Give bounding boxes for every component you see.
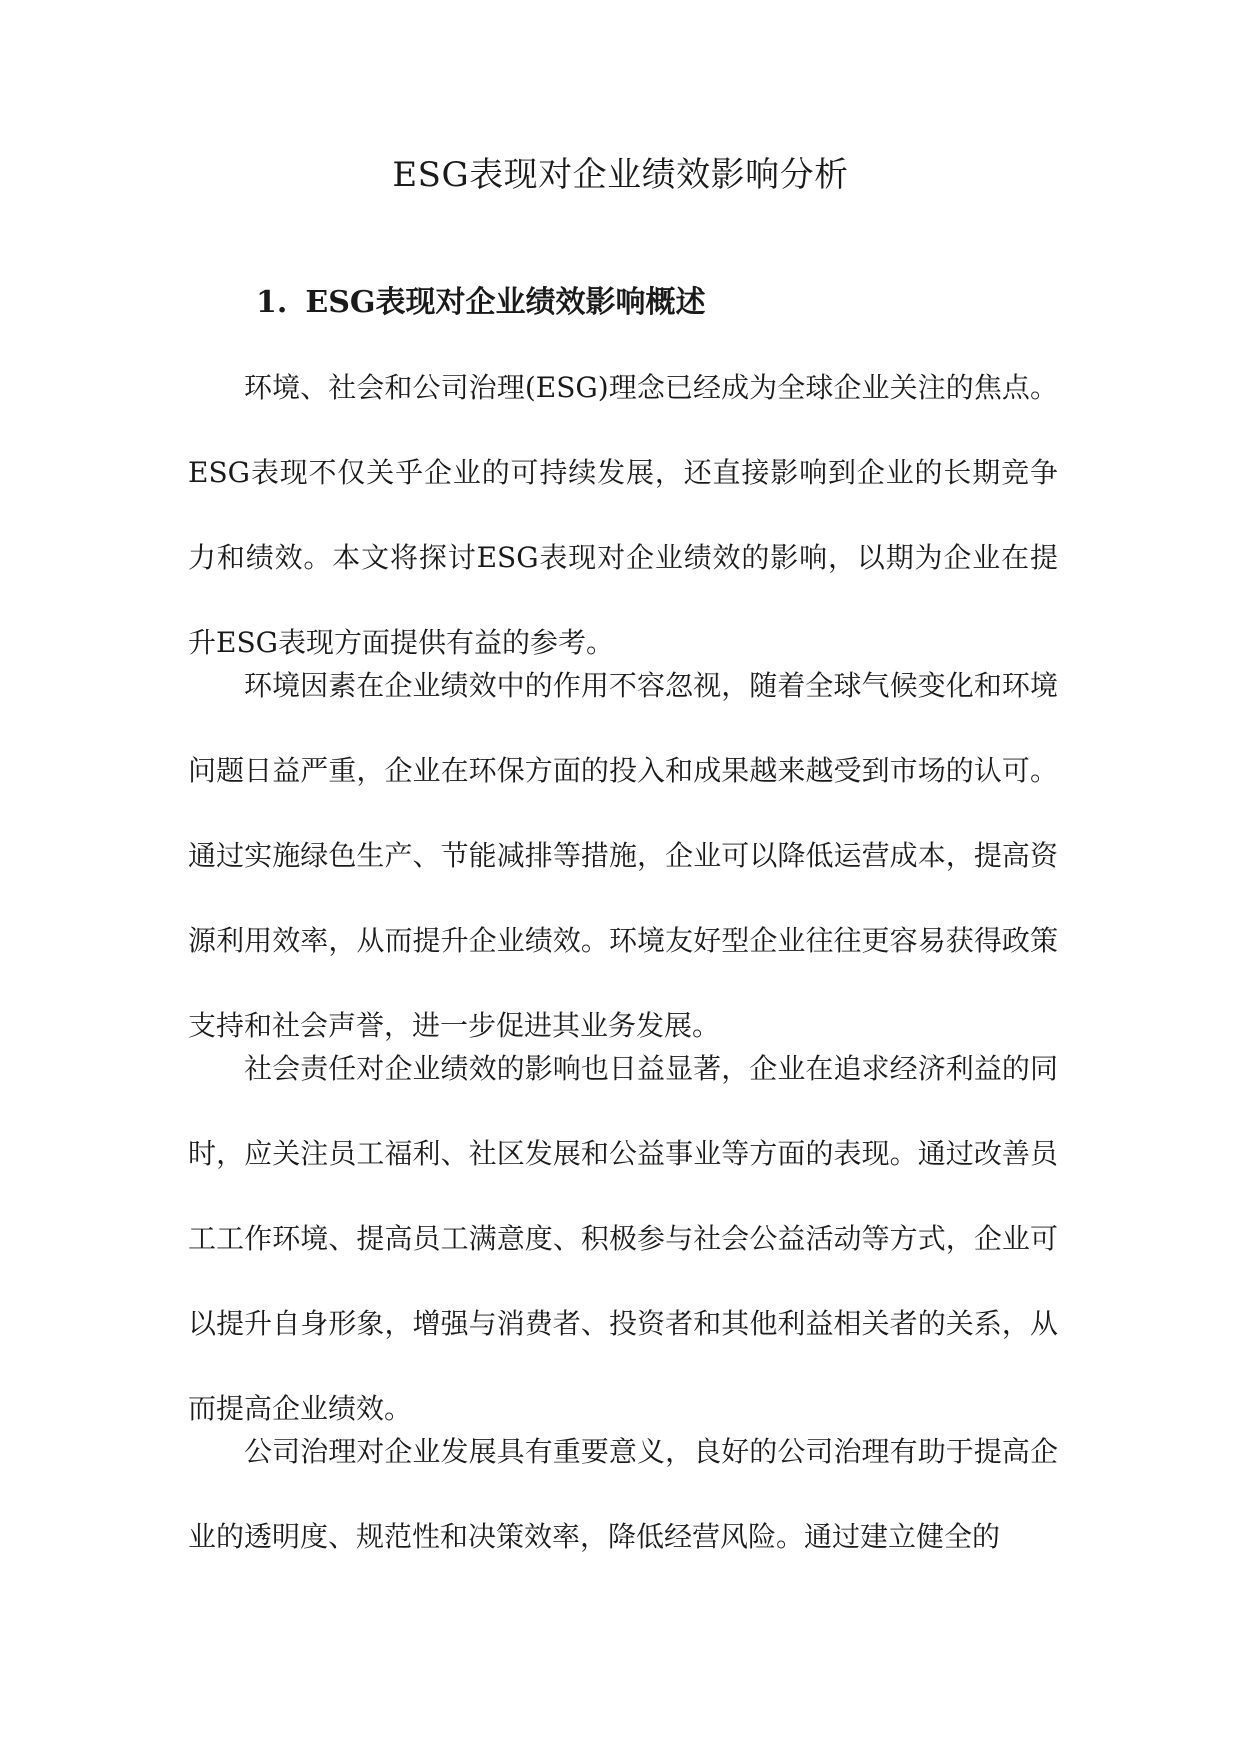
section-heading <box>256 280 705 326</box>
paragraph-environment: 环境因素在企业绩效中的作用不容忽视，随着全球气候变化和环境问题日益严重，企业在环保方面的投入和成果越来越受到市场的认可。通过实施绿色生产、节能减排等措施，企业可以降低运营成本，提高资源利用效率，从而提升企业绩效。环境友好型企业往往更容易获得政策支持和社会声誉，进一步促进其业务发展。 <box>188 669 1058 1042</box>
paragraph-esg-overview: 环境、社会和公司治理(ESG)理念已经成为全球企业关注的焦点。ESG表现不仅关乎企业的可持续发展，还直接影响到企业的长期竞争力和绩效。本文将探讨ESG表现对企业绩效的影响，以期为企业在提升ESG表现方面提供有益的参考。 <box>188 371 1058 659</box>
paragraph-corporate-governance: 公司治理对企业发展具有重要意义，良好的公司治理有助于提高企业的透明度、规范性和决策效率，降低经营风险。通过建立健全的 <box>188 1435 1058 1553</box>
document-title: ESG表现对企业绩效影响分析 <box>392 155 849 195</box>
section-heading-text: ESG表现对企业绩效影响概述 <box>305 285 706 320</box>
section-number: 1. <box>256 285 288 320</box>
paragraph-social-responsibility: 社会责任对企业绩效的影响也日益显著，企业在追求经济利益的同时，应关注员工福利、社区发展和公益事业等方面的表现。通过改善员工工作环境、提高员工满意度、积极参与社会公益活动等方式，企业可以提升自身形象，增强与消费者、投资者和其他利益相关者的关系，从而提高企业绩效。 <box>188 1052 1058 1425</box>
